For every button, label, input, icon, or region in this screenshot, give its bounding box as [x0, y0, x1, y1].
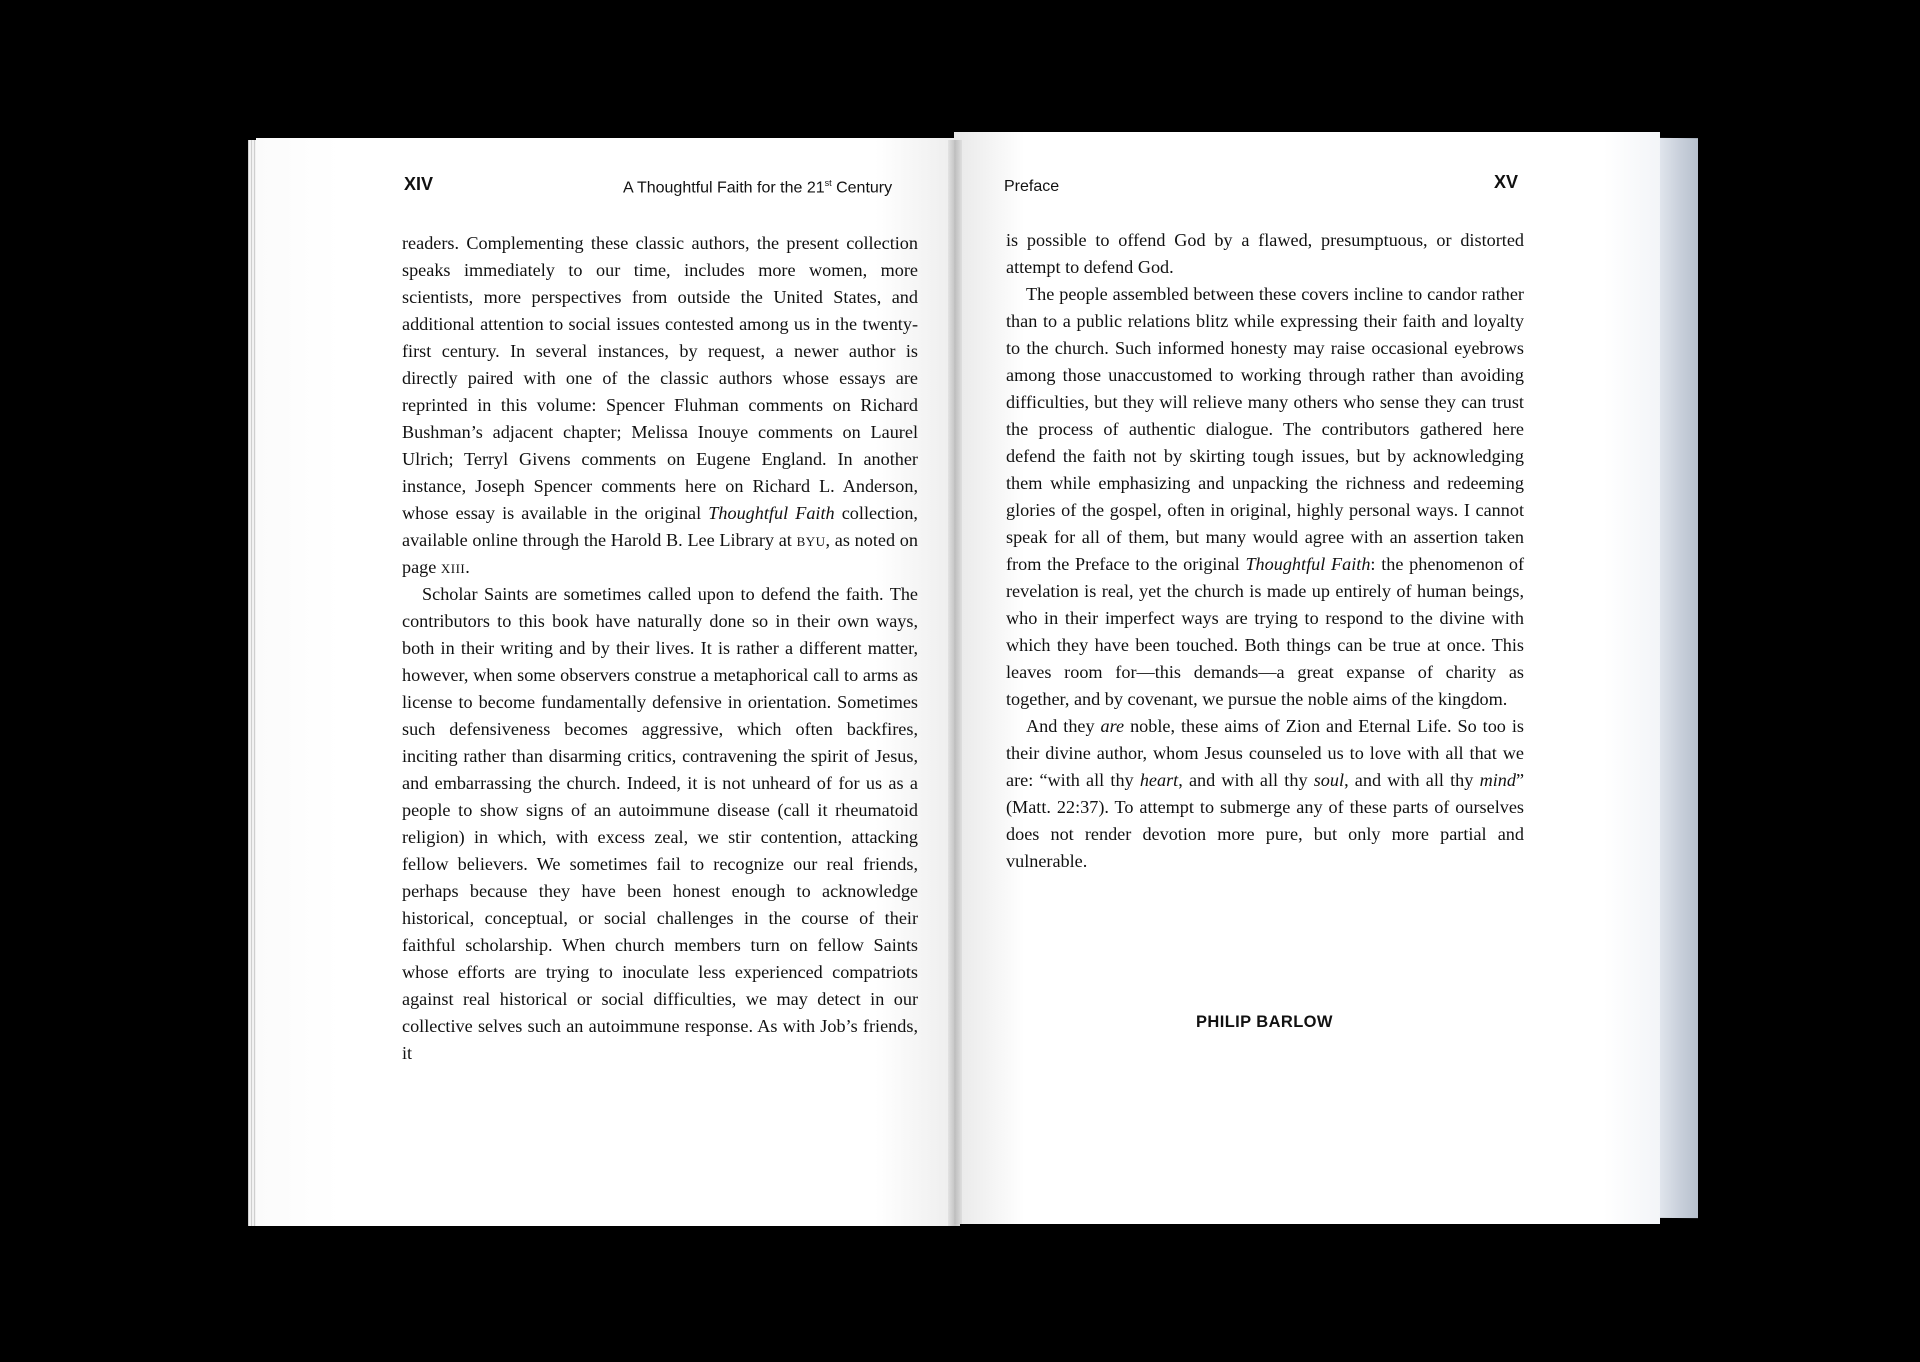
text-run: noble, these aims of Zion and Eternal Life. So too is their divine author, whom Jesus counseled us to love with all that we are: “with all thy [1006, 716, 1524, 790]
running-title-end: Century [831, 179, 893, 197]
text-run: , and with all thy [1178, 770, 1314, 790]
emphasis-italic: are [1100, 716, 1125, 736]
right-paragraph-3 [1006, 713, 1524, 875]
text-run: collection, available online through the Harold B. Lee Library at [402, 503, 918, 550]
right-paragraph-1: is possible to offend God by a flawed, presumptuous, or distorted attempt to defend God. [1006, 230, 1524, 277]
text-run: And they [1026, 716, 1101, 736]
left-running-title [623, 178, 892, 197]
right-running-title: Preface [1004, 178, 1060, 195]
text-run: , as noted on page [402, 530, 918, 577]
running-title-text: A Thoughtful Faith for the 21 [623, 179, 825, 197]
running-title-superscript: st [824, 178, 832, 188]
emphasis-italic: soul [1313, 770, 1345, 790]
book-title-italic: Thoughtful Faith [708, 503, 835, 523]
left-paragraph-2: Scholar Saints are sometimes called upon to defend the faith. The contributors to this book have naturally done so in their own ways, both in their writing and by their lives. It is rather a different matter, however, when some observers construe a metaphorical call to arms as license to become fundamentally defensive in orientation. Sometimes such defensiveness becomes aggressive, which often backfires, inciting rather than disarming critics, contravening the spirit of Jesus, and embarrassing the church. Indeed, it is not unheard of for us as a people to show signs of an autoimmune disease (call it rheumatoid religion) in which, with excess zeal, we stir contention, attacking fellow believers. We sometimes fail to recognize our real friends, perhaps because they have been honest enough to acknowledge historical, conceptual, or social challenges in the course of their faithful scholarship. When church members turn on fellow Saints whose efforts are trying to inoculate less experienced compatriots against real historical or social difficulties, we may detect in our collective selves such an autoimmune response. As with Job’s friends, it [402, 584, 918, 1063]
text-run: : the phenomenon of revelation is real, yet the church is made up entirely of human beings, who in their imperfect ways are trying to respond to the divine with which they have been touched. Both things can be true at once. This leaves room for—this demands—a great expanse of charity as together, and by covenant, we pursue the noble aims of the kingdom. [1006, 554, 1524, 709]
text-run: readers. Complementing these classic authors, the present collection speaks immediately to our time, includes more women, more scientists, more perspectives from outside the United States, and additional attention to social issues contested among us in the twenty-first century. In several instances, by request, a newer author is directly paired with one of the classic authors whose essays are reprinted in this volume: Spencer Fluhman comments on Richard Bushman’s adjacent chapter; Melissa Inouye comments on Laurel Ulrich; Terryl Givens comments on Eugene England. In another instance, Joseph Spencer comments here on Richard L. Anderson, whose essay is available in the original [402, 233, 918, 523]
author-signature: PHILIP BARLOW [1196, 1013, 1333, 1031]
book-gutter [948, 140, 962, 1226]
text-run: ” (Matt. 22:37). To attempt to submerge any of these parts of ourselves does not render devotion more pure, but only more partial and vulnerable. [1006, 770, 1525, 871]
right-folio: XV [1494, 172, 1519, 192]
right-page-body [1006, 227, 1524, 875]
right-paragraph-2 [1006, 281, 1524, 713]
text-run: , and with all thy [1344, 770, 1480, 790]
emphasis-italic: heart [1139, 770, 1179, 790]
book-title-italic: Thoughtful Faith [1245, 554, 1371, 574]
text-run: . [465, 557, 470, 577]
left-paragraph-1 [402, 230, 918, 581]
emphasis-italic: mind [1479, 770, 1516, 790]
left-page-body [402, 230, 918, 1067]
left-folio: XIV [404, 174, 434, 194]
small-caps-byu: byu [796, 530, 826, 550]
small-caps-page-ref: xiii [440, 557, 466, 577]
text-run: The people assembled between these covers incline to candor rather than to a public relations blitz while expressing their faith and loyalty to the church. Such informed honesty may raise occasional eyebrows among those unaccustomed to working through rather than avoiding difficulties, but they will relieve many others who sense they can trust the process of authentic dialogue. The contributors gathered here defend the faith not by skirting tough issues, but by acknowledging them while emphasizing and unpacking the richness and redeeming glories of the gospel, often in original, highly personal ways. I cannot speak for all of them, but many would agree with an assertion taken from the Preface to the original [1006, 284, 1524, 574]
